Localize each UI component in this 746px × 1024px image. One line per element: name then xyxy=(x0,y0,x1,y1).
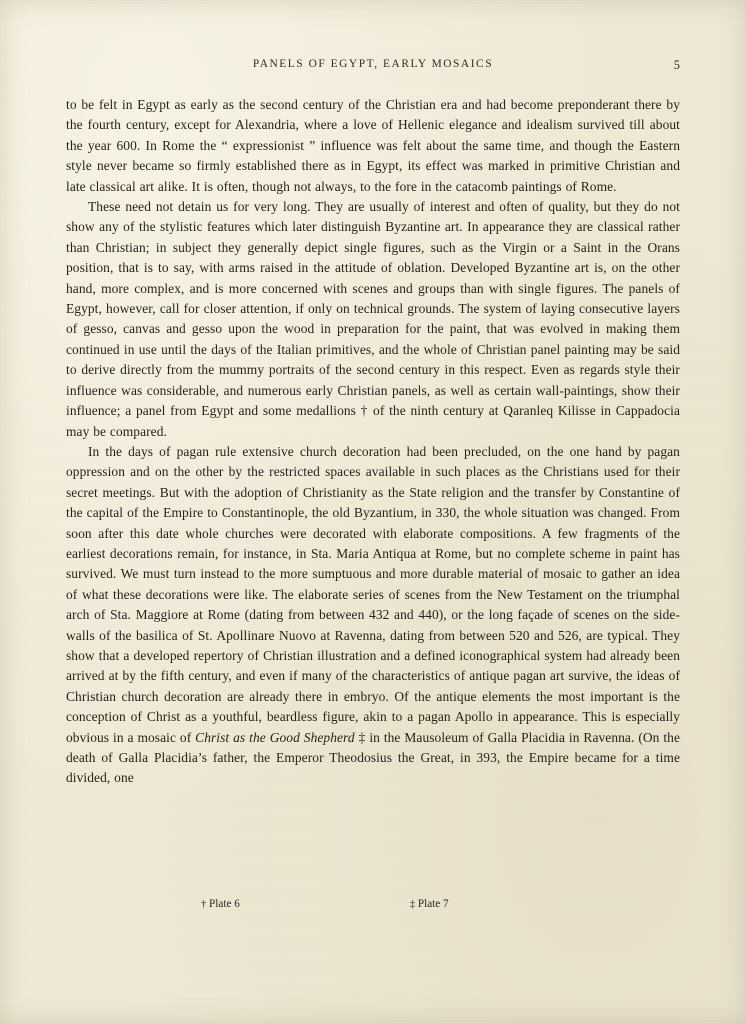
footnotes xyxy=(66,898,680,910)
paragraph-3-part-1: In the days of pagan rule extensive church decoration had been precluded, on the one hand by pagan oppression and on the other by the restricted spaces available in such places as the Christians used for their secret meetings. But with the adoption of Christianity as the State religion and the transfer by Constantine of the capital of the Empire to Constantinople, the old Byzantium, in 330, the whole situation was changed. From soon after this date whole churches were decorated with elaborate compositions. A few fragments of the earliest decorations remain, for instance, in Sta. Maria Antiqua at Rome, but no complete scheme in paint has survived. We must turn instead to the more sumptuous and more durable material of mosaic to gather an idea of what these decorations were like. The elaborate series of scenes from the New Testament on the triumphal arch of Sta. Maggiore at Rome (dating from between 432 and 440), or the long façade of scenes on the side-walls of the basilica of St. Apollinare Nuovo at Ravenna, dating from between 520 and 526, are typical. They show that a developed repertory of Christian illustration and a defined iconographical system had already been arrived at by the fifth century, and even if many of the characteristics of antique pagan art survive, the ideas of Christian church decoration are already there in embryo. Of the antique elements the most important is the conception of Christ as a youthful, beardless figure, akin to a pagan Apollo in appearance. This is especially obvious in a mosaic of xyxy=(66,443,680,745)
body-text xyxy=(66,95,680,789)
page-number: 5 xyxy=(673,58,680,72)
page-content xyxy=(66,58,680,789)
footnote-2-marker: ‡ xyxy=(409,899,416,910)
work-title-christ-good-shepherd: Christ as the Good Shepherd xyxy=(195,729,355,745)
footnote-1-label: Plate 6 xyxy=(209,898,240,910)
running-title: PANELS OF EGYPT, EARLY MOSAICS xyxy=(252,58,494,70)
running-head xyxy=(66,58,680,78)
footnote-1-marker: † xyxy=(201,899,207,910)
paragraph-1: to be felt in Egypt as early as the second century of the Christian era and had become preponderant there by the fourth century, except for Alexandria, where a love of Hellenic elegance and idealism survived till about the year 600. In Rome the “ expressionist ” influence was felt about the same time, and though the Eastern style never became so firmly established there as in Egypt, its effect was marked in primitive Christian and late classical art alike. It is often, though not always, to the fore in the catacomb paintings of Rome. xyxy=(66,97,680,194)
paragraph-3-part-2: ‡ in the Mausoleum of Galla Placidia in Ravenna. (On the death of Galla Placidia’s father, the Emperor Theodosius the Great, in 393, the Empire became for a time divided, one xyxy=(66,729,681,786)
footnote-1 xyxy=(201,898,240,910)
footnote-2-label: Plate 7 xyxy=(417,898,449,910)
paragraph-3 xyxy=(66,442,680,789)
footnote-2 xyxy=(410,898,449,910)
paragraph-2: These need not detain us for very long. They are usually of interest and often of quality, but they do not show any of the stylistic features which later distinguish Byzantine art. In appearance they are classical rather than Christian; in subject they generally depict single figures, such as the Virgin or a Saint in the Orans position, that is to say, with arms raised in the attitude of oblation. Developed Byzantine art is, on the other hand, more complex, and is more concerned with scenes and groups than with single figures. The panels of Egypt, however, call for closer attention, if only on technical grounds. The system of laying consecutive layers of gesso, canvas and gesso upon the wood in preparation for the paint, that was evolved in making them continued in use until the days of the Italian primitives, and the whole of Christian panel painting may be said to derive directly from the mummy portraits of the second century in this respect. Even as regards style their influence was considerable, and numerous early Christian panels, as well as certain wall-paintings, show their influence; a panel from Egypt and some medallions † of the ninth century at Qaranleq Kilisse in Cappadocia may be compared. xyxy=(66,199,680,439)
